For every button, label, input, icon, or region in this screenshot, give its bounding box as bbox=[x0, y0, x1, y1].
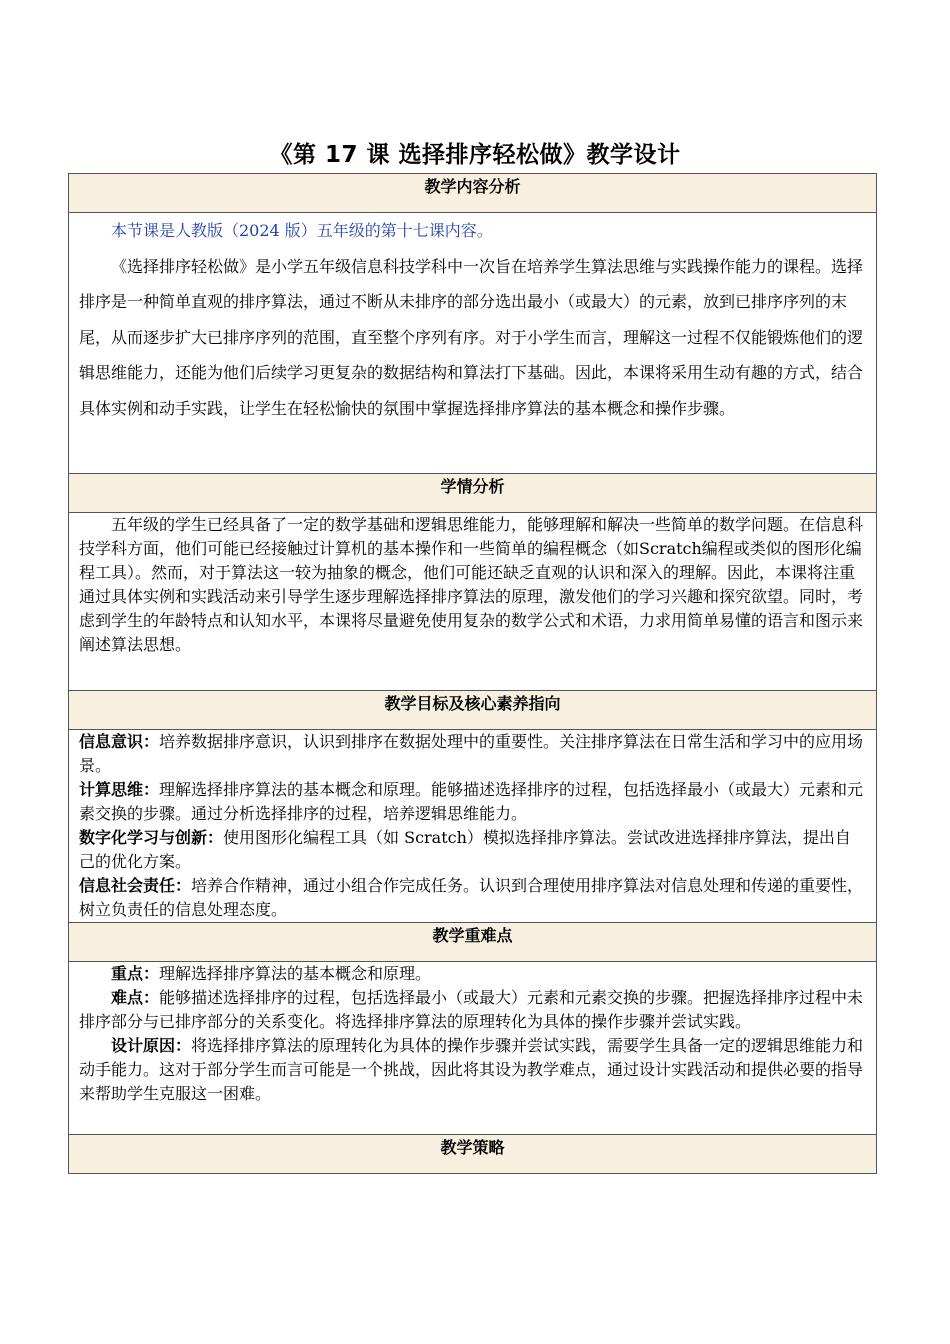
objective-label: 数字化学习与创新： bbox=[79, 828, 224, 847]
learner-analysis-cell bbox=[69, 513, 877, 691]
objective-info-awareness bbox=[79, 730, 866, 778]
objective-label: 信息意识： bbox=[79, 732, 160, 751]
point-label: 设计原因： bbox=[111, 1036, 192, 1055]
point-text: 理解选择排序算法的基本概念和原理。 bbox=[159, 964, 432, 983]
intro-paragraph: 本节课是人教版（2024 版）五年级的第十七课内容。 bbox=[111, 221, 493, 240]
difficult-point bbox=[79, 986, 866, 1034]
section-body-row bbox=[69, 513, 877, 691]
objective-text: 培养合作精神，通过小组合作完成任务。认识到合理使用排序算法对信息处理和传递的重要性，树立负责任的信息处理态度。 bbox=[79, 876, 864, 919]
point-text: 能够描述选择排序的过程，包括选择最小（或最大）元素和元素交换的步骤。把握选择排序过程中未排序部分与已排序部分的关系变化。将选择排序算法的原理转化为具体的操作步骤并尝试实践。 bbox=[79, 988, 864, 1031]
section-body-row bbox=[69, 962, 877, 1135]
key-points-cell bbox=[69, 962, 877, 1135]
point-label: 难点： bbox=[111, 988, 160, 1007]
key-point bbox=[79, 962, 866, 986]
section-header-objectives: 教学目标及核心素养指向 bbox=[69, 691, 877, 730]
section-header-teaching-strategy: 教学策略 bbox=[69, 1135, 877, 1174]
point-label: 重点： bbox=[111, 964, 160, 983]
objective-text: 使用图形化编程工具（如 Scratch）模拟选择排序算法。尝试改进选择排序算法，提出自己的优化方案。 bbox=[79, 828, 851, 871]
lesson-plan-table bbox=[68, 173, 877, 1174]
section-header-key-difficult-points: 教学重难点 bbox=[69, 923, 877, 962]
objective-digital-learning bbox=[79, 826, 866, 874]
section-header-row bbox=[69, 923, 877, 962]
section-header-row bbox=[69, 174, 877, 213]
objective-text: 培养数据排序意识，认识到排序在数据处理中的重要性。关注排序算法在日常生活和学习中的应用场景。 bbox=[79, 732, 864, 775]
content-analysis-cell bbox=[69, 213, 877, 474]
objective-computational-thinking bbox=[79, 778, 866, 826]
learner-analysis-paragraph: 五年级的学生已经具备了一定的数学基础和逻辑思维能力，能够理解和解决一些简单的数学问题。在信息科技学科方面，他们可能已经接触过计算机的基本操作和一些简单的编程概念（如Scratch编程或类似的图形化编程工具）。然而，对于算法这一较为抽象的概念，他们可能还缺乏直观的认识和深入的理解。因此，本课将注重通过具体实例和实践活动来引导学生逐步理解选择排序算法的原理，激发他们的学习兴趣和探究欲望。同时，考虑到学生的年龄特点和认知水平，本课将尽量避免使用复杂的数学公式和术语，力求用简单易懂的语言和图示来阐述算法思想。 bbox=[79, 515, 864, 654]
section-header-row bbox=[69, 1135, 877, 1174]
section-header-learner-analysis: 学情分析 bbox=[69, 474, 877, 513]
page-title: 《第 17 课 选择排序轻松做》教学设计 bbox=[269, 142, 681, 168]
objective-social-responsibility bbox=[79, 874, 866, 922]
section-header-row bbox=[69, 691, 877, 730]
design-reason bbox=[79, 1034, 866, 1106]
objective-label: 计算思维： bbox=[79, 780, 160, 799]
section-body-row bbox=[69, 730, 877, 923]
objectives-cell bbox=[69, 730, 877, 923]
objective-text: 理解选择排序算法的基本概念和原理。能够描述选择排序的过程，包括选择最小（或最大）元素和元素交换的步骤。通过分析选择排序的过程，培养逻辑思维能力。 bbox=[79, 780, 864, 823]
section-header-content-analysis: 教学内容分析 bbox=[69, 174, 877, 213]
section-body-row bbox=[69, 213, 877, 474]
content-analysis-paragraph: 《选择排序轻松做》是小学五年级信息科技学科中一次旨在培养学生算法思维与实践操作能力的课程。选择排序是一种简单直观的排序算法，通过不断从未排序的部分选出最小（或最大）的元素，放到已排序序列的末尾，从而逐步扩大已排序序列的范围，直至整个序列有序。对于小学生而言，理解这一过程不仅能锻炼他们的逻辑思维能力，还能为他们后续学习更复杂的数据结构和算法打下基础。因此，本课将采用生动有趣的方式，结合具体实例和动手实践，让学生在轻松愉快的氛围中掌握选择排序算法的基本概念和操作步骤。 bbox=[79, 256, 864, 418]
objective-label: 信息社会责任： bbox=[79, 876, 192, 895]
section-header-row bbox=[69, 474, 877, 513]
point-text: 将选择排序算法的原理转化为具体的操作步骤并尝试实践，需要学生具备一定的逻辑思维能力和动手能力。这对于部分学生而言可能是一个挑战，因此将其设为教学难点，通过设计实践活动和提供必要的指导来帮助学生克服这一困难。 bbox=[79, 1036, 864, 1103]
